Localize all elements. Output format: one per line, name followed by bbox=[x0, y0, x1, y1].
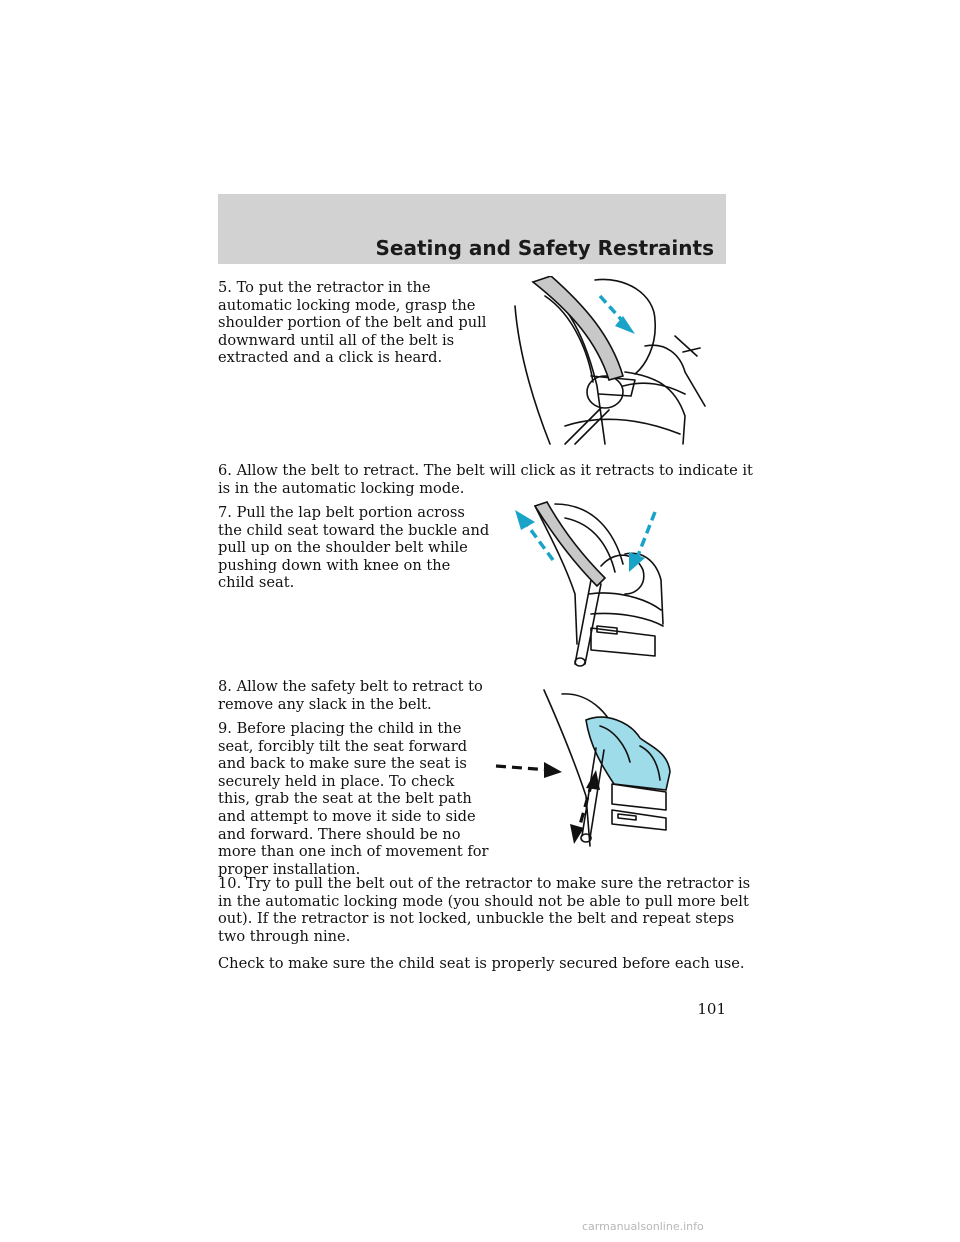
footer-watermark: carmanualsonline.info bbox=[582, 1220, 704, 1233]
pull-down-arrow-icon bbox=[600, 296, 635, 334]
illustration-shoulder-belt-pull bbox=[505, 276, 715, 448]
step-10-text: 10. Try to pull the belt out of the retractor to make sure the retractor is in the automatic locking mode (you should not be able to pull more belt out). If the retractor is not locked, unbuckle the belt and repeat steps two through nine. bbox=[218, 875, 751, 945]
illustration-lap-belt-pull bbox=[505, 494, 675, 672]
shoulder-belt bbox=[535, 502, 605, 586]
section-title: Seating and Safety Restraints bbox=[375, 236, 714, 260]
section-header-band bbox=[218, 194, 726, 264]
step-9-text: 9. Before placing the child in the seat, forcibly tilt the seat forward and back to make sure the seat is securely held in place. To check this, grab the seat at the belt path and attempt to move it side to side and forward. There should be no more than one inch of movement for proper installation. bbox=[218, 720, 489, 878]
step-7-text: 7. Pull the lap belt portion across the child seat toward the buckle and pull up on the shoulder belt while pushing down with knee on the child seat. bbox=[218, 504, 490, 592]
step-5-text: 5. To put the retractor in the automatic locking mode, grasp the shoulder portion of the belt and pull downward until all of the belt is extracted and a click is heard. bbox=[218, 279, 487, 367]
closing-text: Check to make sure the child seat is properly secured before each use. bbox=[218, 955, 745, 972]
side-to-side-arrow-icon bbox=[496, 762, 562, 778]
step-8-text: 8. Allow the safety belt to retract to remove any slack in the belt. bbox=[218, 678, 483, 713]
page-number: 101 bbox=[697, 1000, 726, 1018]
push-down-arrow-icon bbox=[629, 512, 655, 572]
step-6-text: 6. Allow the belt to retract. The belt will click as it retracts to indicate it is in the automatic locking mode. bbox=[218, 462, 753, 497]
illustration-tilt-test bbox=[490, 686, 680, 848]
shoulder-belt bbox=[533, 276, 623, 380]
